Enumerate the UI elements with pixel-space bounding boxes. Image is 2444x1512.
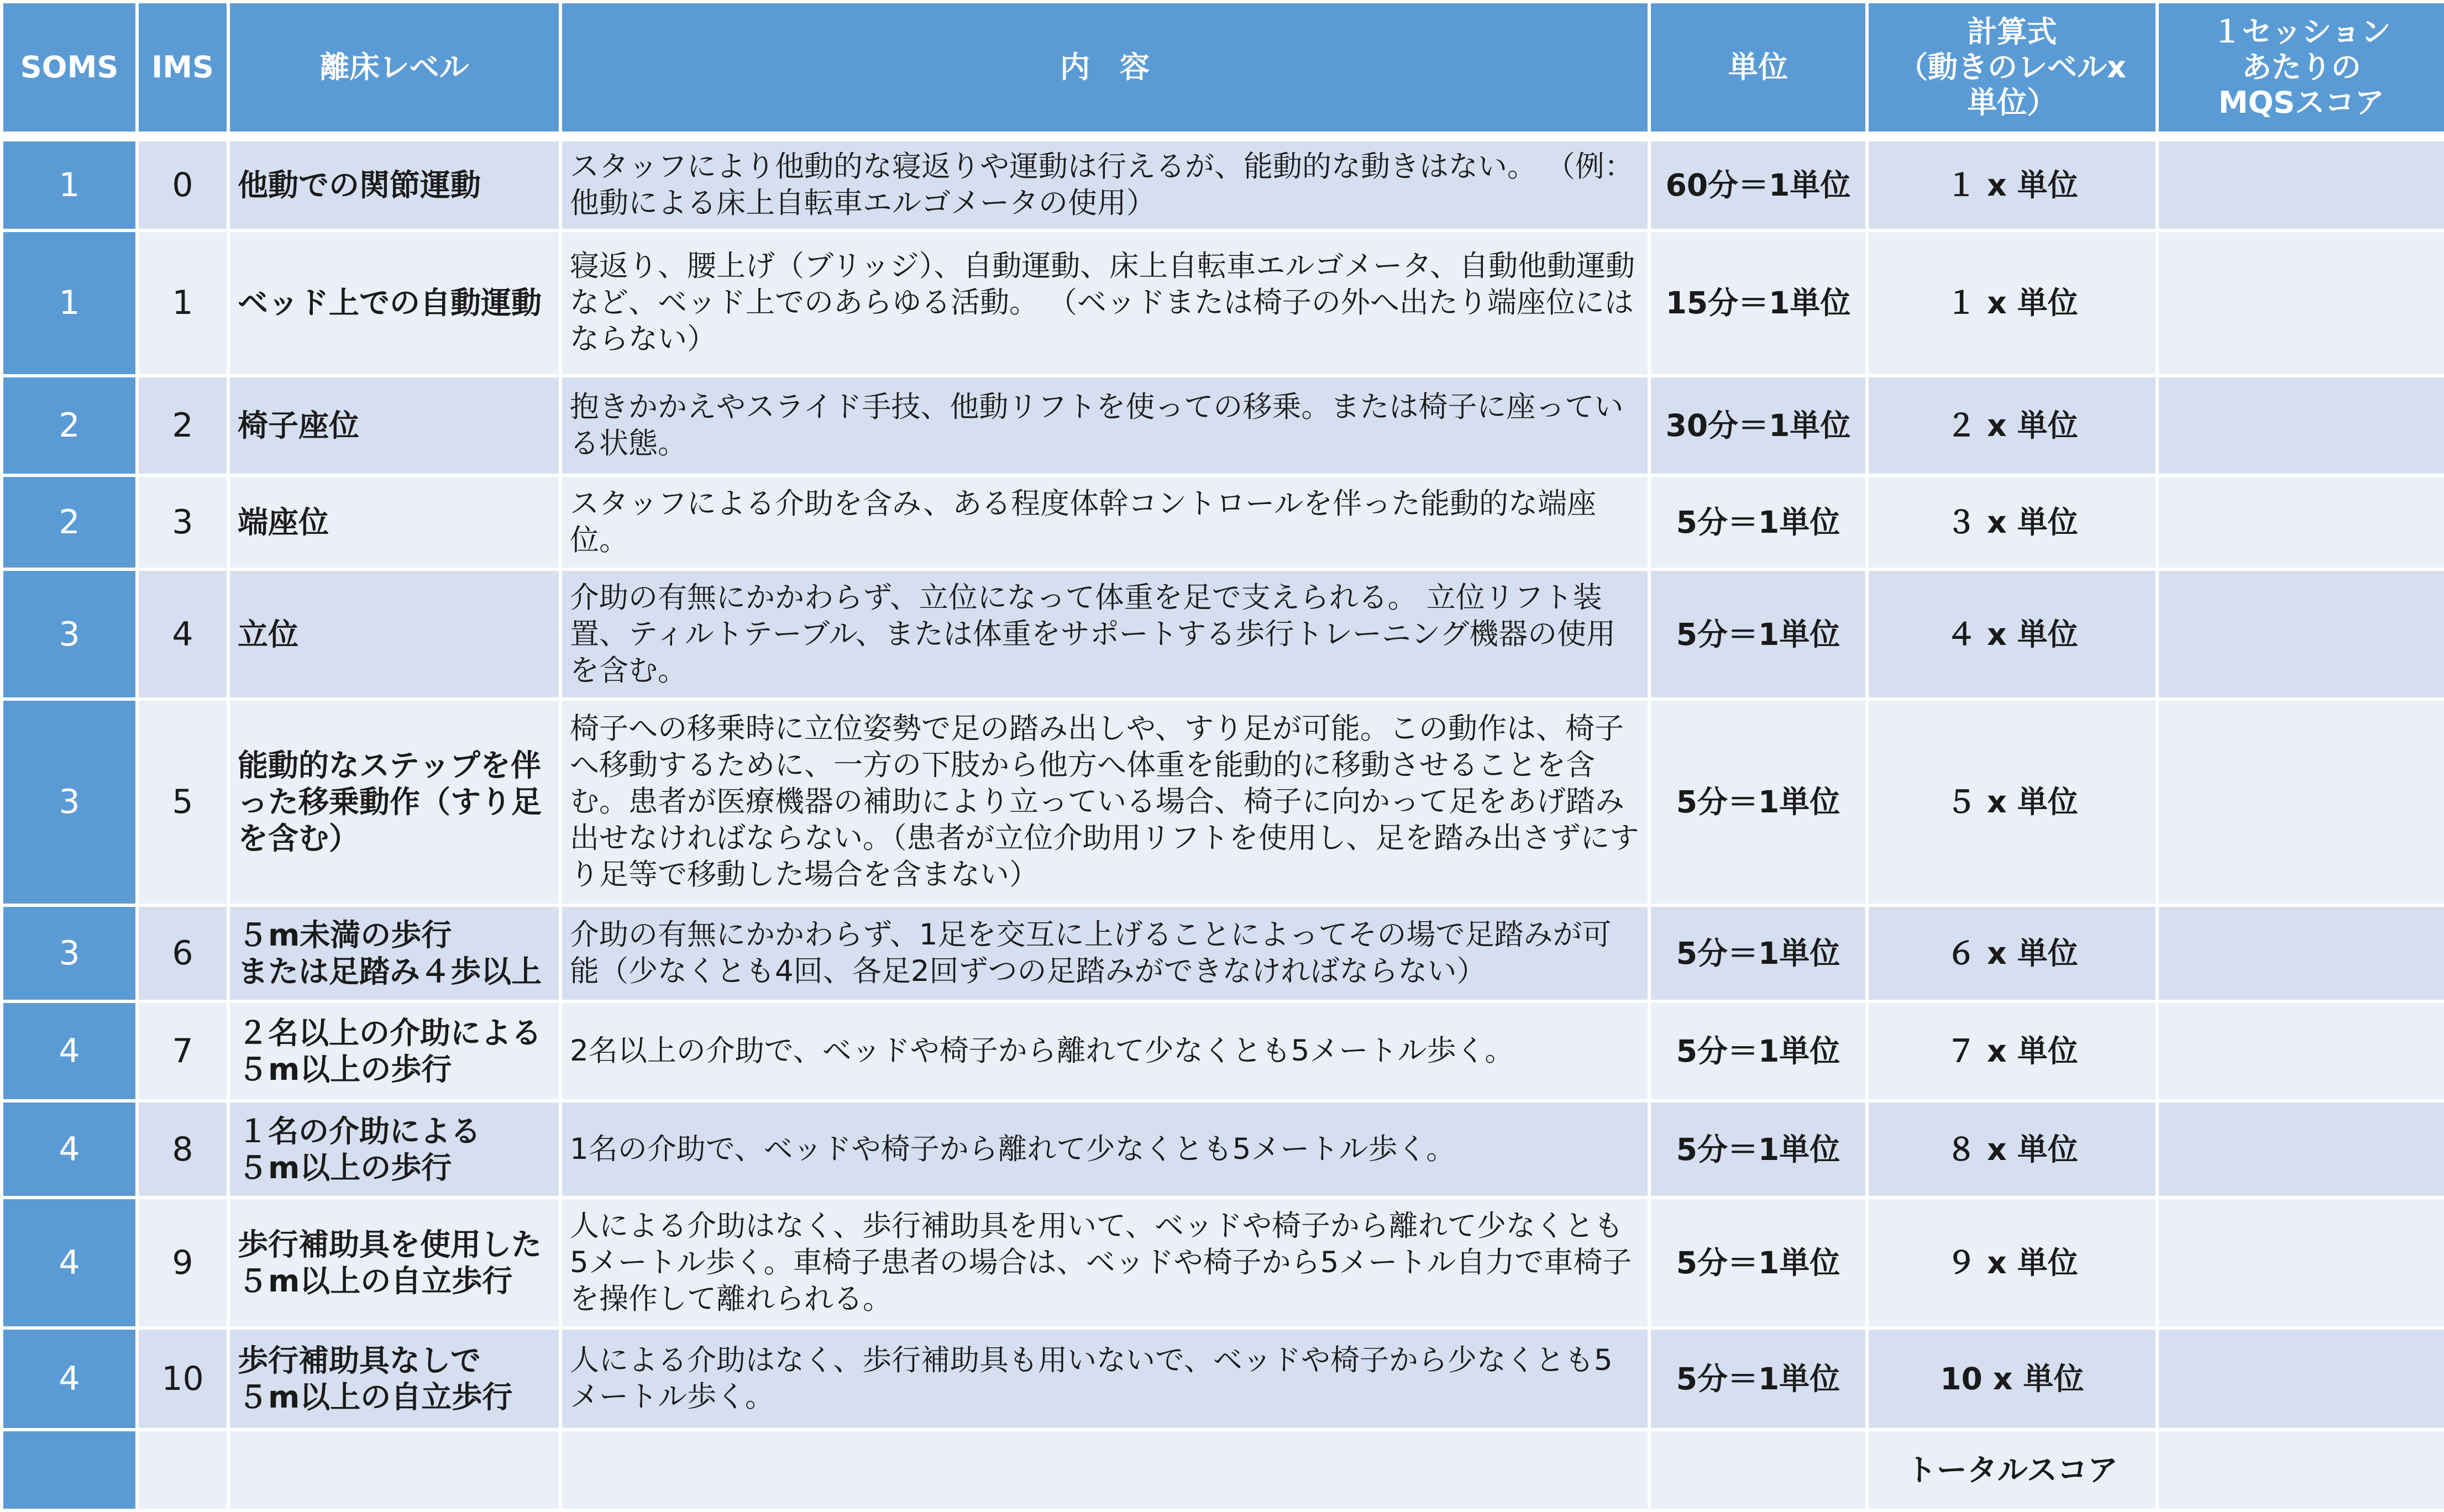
level-cell: ５m未満の歩行 または足踏み４歩以上 <box>228 905 560 1001</box>
content-cell: 椅子への移乗時に立位姿勢で足の踏み出しや、すり足が可能。この動作は、椅子へ移動するために、一方の下肢から他方へ体重を能動的に移動させることを含む。患者が医療機器の補助により立っている場合、椅子に向かって足をあげ踏み出せなければならない。（患者が立位介助用リフトを使用し、足を踏み出さずにすり足等で移動した場合を含まない） <box>560 699 1649 905</box>
formula-cell: ６ x 単位 <box>1867 905 2157 1001</box>
unit-cell: 5分＝1単位 <box>1649 699 1867 905</box>
table-row <box>2 475 2444 569</box>
soms-cell: 3 <box>2 569 137 699</box>
content-cell-empty <box>560 1430 1649 1510</box>
header-content: 内 容 <box>560 2 1649 136</box>
level-cell: 歩行補助具なしで ５m以上の自立歩行 <box>228 1328 560 1430</box>
soms-cell: 2 <box>2 475 137 569</box>
table-row <box>2 1001 2444 1101</box>
score-cell <box>2157 1328 2444 1430</box>
score-cell <box>2157 699 2444 905</box>
unit-cell: 60分＝1単位 <box>1649 136 1867 230</box>
table-body <box>2 136 2444 1510</box>
score-cell <box>2157 230 2444 375</box>
level-cell: 立位 <box>228 569 560 699</box>
soms-cell: 4 <box>2 1001 137 1101</box>
table-row <box>2 136 2444 230</box>
soms-cell: 3 <box>2 699 137 905</box>
unit-cell: 5分＝1単位 <box>1649 1001 1867 1101</box>
soms-cell-empty <box>2 1430 137 1510</box>
unit-cell: 5分＝1単位 <box>1649 1328 1867 1430</box>
unit-cell: 5分＝1単位 <box>1649 905 1867 1001</box>
level-cell: ２名以上の介助による ５m以上の歩行 <box>228 1001 560 1101</box>
content-cell: 人による介助はなく、歩行補助具も用いないで、ベッドや椅子から少なくとも5メートル歩く。 <box>560 1328 1649 1430</box>
ims-cell: 3 <box>137 475 228 569</box>
header-soms: SOMS <box>2 2 137 136</box>
level-cell: １名の介助による ５m以上の歩行 <box>228 1101 560 1198</box>
content-cell: 抱きかかえやスライド手技、他動リフトを使っての移乗。または椅子に座っている状態。 <box>560 376 1649 475</box>
table-row <box>2 1101 2444 1198</box>
unit-cell: 5分＝1単位 <box>1649 475 1867 569</box>
content-cell: 人による介助はなく、歩行補助具を用いて、ベッドや椅子から離れて少なくとも5メートル歩く。車椅子患者の場合は、ベッドや椅子から5メートル自力で車椅子を操作して離れられる。 <box>560 1198 1649 1327</box>
ims-cell: 2 <box>137 376 228 475</box>
level-cell: 歩行補助具を使用した ５m以上の自立歩行 <box>228 1198 560 1327</box>
header-ims: IMS <box>137 2 228 136</box>
score-cell <box>2157 905 2444 1001</box>
formula-cell: ２ x 単位 <box>1867 376 2157 475</box>
soms-cell: 2 <box>2 376 137 475</box>
header-unit: 単位 <box>1649 2 1867 136</box>
formula-cell: ５ x 単位 <box>1867 699 2157 905</box>
formula-cell: ３ x 単位 <box>1867 475 2157 569</box>
content-cell: スタッフにより他動的な寝返りや運動は行えるが、能動的な動きはない。 （例：他動による床上自転車エルゴメータの使用） <box>560 136 1649 230</box>
score-cell <box>2157 1001 2444 1101</box>
level-cell: 椅子座位 <box>228 376 560 475</box>
unit-cell: 5分＝1単位 <box>1649 569 1867 699</box>
content-cell: 2名以上の介助で、ベッドや椅子から離れて少なくとも5メートル歩く。 <box>560 1001 1649 1101</box>
header-formula: 計算式 （動きのレベルx 単位） <box>1867 2 2157 136</box>
ims-cell: 6 <box>137 905 228 1001</box>
level-cell: ベッド上での自動運動 <box>228 230 560 375</box>
level-cell: 端座位 <box>228 475 560 569</box>
level-cell: 能動的なステップを伴った移乗動作（すり足を含む） <box>228 699 560 905</box>
content-cell: スタッフによる介助を含み、ある程度体幹コントロールを伴った能動的な端座位。 <box>560 475 1649 569</box>
level-cell: 他動での関節運動 <box>228 136 560 230</box>
content-cell: 介助の有無にかかわらず、1足を交互に上げることによってその場で足踏みが可能（少なくとも4回、各足2回ずつの足踏みができなければならない） <box>560 905 1649 1001</box>
formula-cell: １ x 単位 <box>1867 230 2157 375</box>
unit-cell: 5分＝1単位 <box>1649 1198 1867 1327</box>
ims-cell: 5 <box>137 699 228 905</box>
unit-cell: 15分＝1単位 <box>1649 230 1867 375</box>
table-row <box>2 376 2444 475</box>
soms-cell: 4 <box>2 1198 137 1327</box>
ims-cell-empty <box>137 1430 228 1510</box>
score-cell <box>2157 376 2444 475</box>
formula-cell: ９ x 単位 <box>1867 1198 2157 1327</box>
soms-cell: 4 <box>2 1328 137 1430</box>
formula-cell: ８ x 単位 <box>1867 1101 2157 1198</box>
table-row <box>2 699 2444 905</box>
table-row <box>2 569 2444 699</box>
soms-cell: 1 <box>2 230 137 375</box>
level-cell-empty <box>228 1430 560 1510</box>
ims-cell: 4 <box>137 569 228 699</box>
score-cell <box>2157 569 2444 699</box>
unit-cell: 5分＝1単位 <box>1649 1101 1867 1198</box>
table-row <box>2 1328 2444 1430</box>
score-cell <box>2157 1198 2444 1327</box>
formula-cell: ４ x 単位 <box>1867 569 2157 699</box>
table-row <box>2 905 2444 1001</box>
soms-cell: 4 <box>2 1101 137 1198</box>
formula-cell: ７ x 単位 <box>1867 1001 2157 1101</box>
score-cell <box>2157 475 2444 569</box>
ims-cell: 10 <box>137 1328 228 1430</box>
unit-cell: 30分＝1単位 <box>1649 376 1867 475</box>
soms-cell: 1 <box>2 136 137 230</box>
ims-cell: 0 <box>137 136 228 230</box>
soms-cell: 3 <box>2 905 137 1001</box>
header-level: 離床レベル <box>228 2 560 136</box>
score-cell <box>2157 136 2444 230</box>
total-score-label: トータルスコア <box>1867 1430 2157 1510</box>
ims-cell: 8 <box>137 1101 228 1198</box>
table-row <box>2 230 2444 375</box>
ims-cell: 9 <box>137 1198 228 1327</box>
header-row <box>2 2 2444 136</box>
content-cell: 寝返り、腰上げ（ブリッジ）、自動運動、床上自転車エルゴメータ、自動他動運動など、ベッド上でのあらゆる活動。 （ベッドまたは椅子の外へ出たり端座位にはならない） <box>560 230 1649 375</box>
unit-cell-empty <box>1649 1430 1867 1510</box>
formula-cell: 10 x 単位 <box>1867 1328 2157 1430</box>
total-score-cell[interactable] <box>2157 1430 2444 1510</box>
formula-cell: １ x 単位 <box>1867 136 2157 230</box>
total-row <box>2 1430 2444 1510</box>
ims-cell: 7 <box>137 1001 228 1101</box>
content-cell: 1名の介助で、ベッドや椅子から離れて少なくとも5メートル歩く。 <box>560 1101 1649 1198</box>
ims-cell: 1 <box>137 230 228 375</box>
content-cell: 介助の有無にかかわらず、立位になって体重を足で支えられる。 立位リフト装置、ティルトテーブル、または体重をサポートする歩行トレーニング機器の使用を含む。 <box>560 569 1649 699</box>
table-row <box>2 1198 2444 1327</box>
table-header <box>2 2 2444 136</box>
score-cell <box>2157 1101 2444 1198</box>
header-score: １セッション あたりの MQSスコア <box>2157 2 2444 136</box>
